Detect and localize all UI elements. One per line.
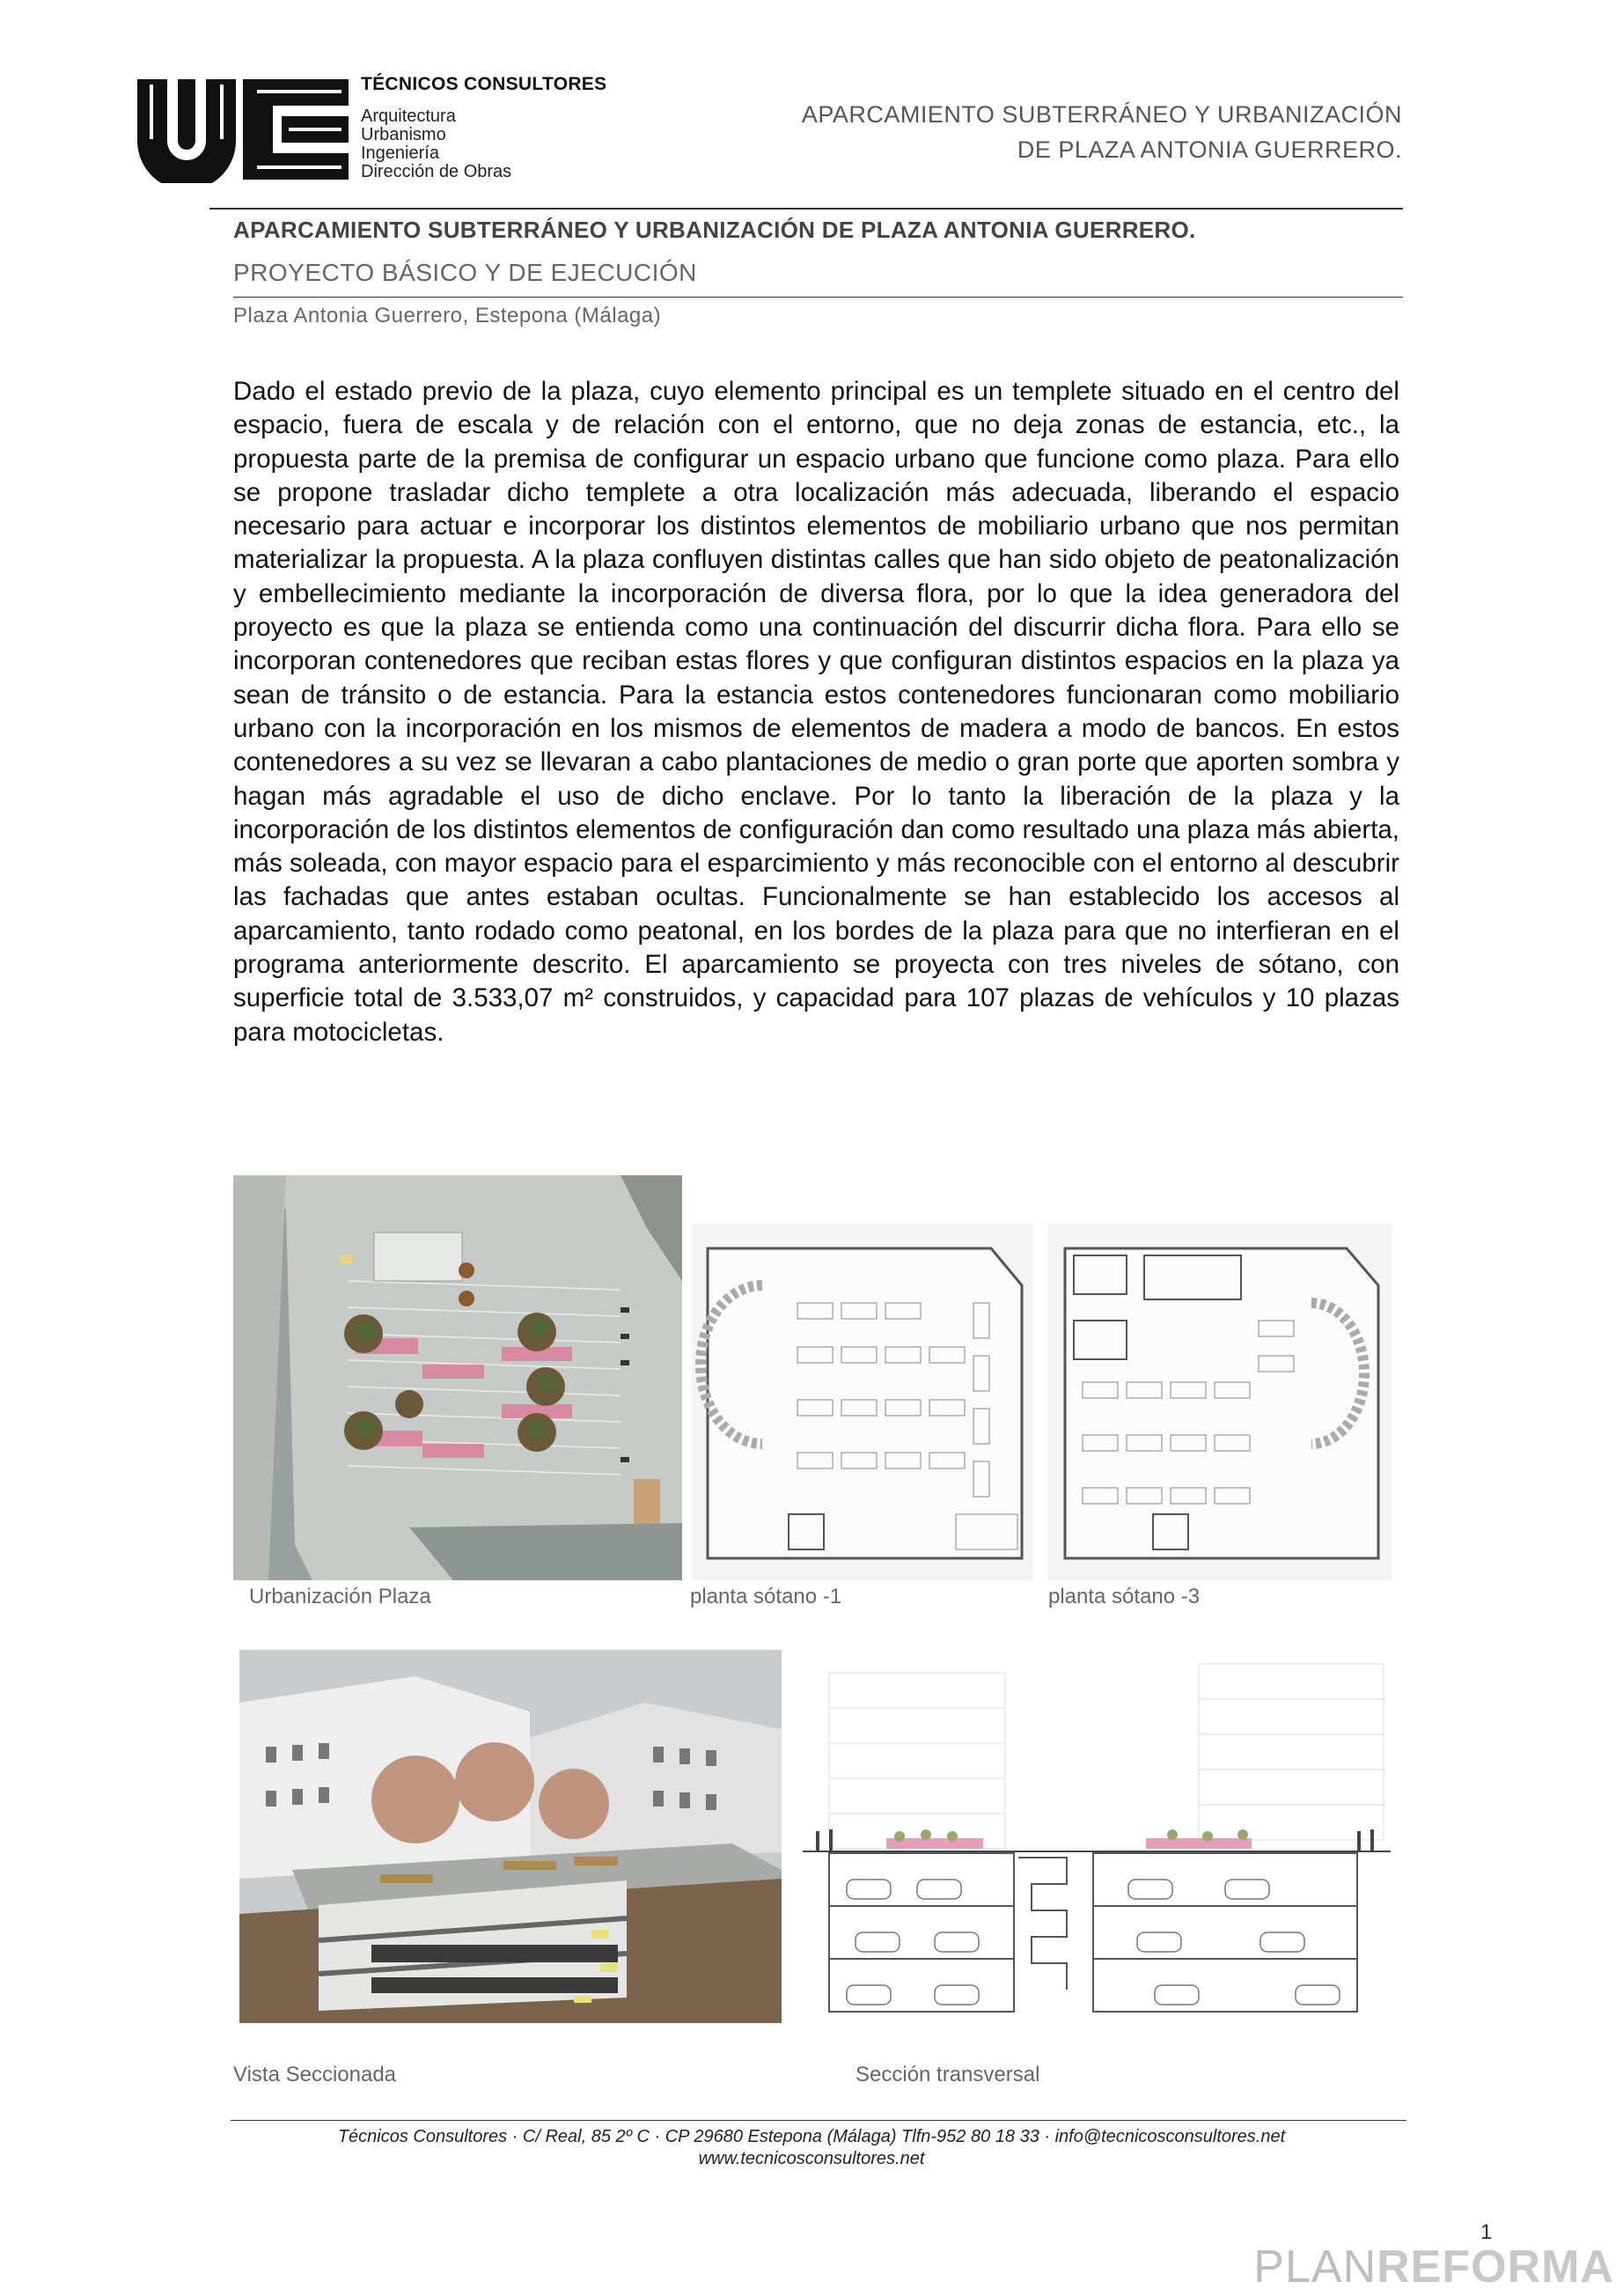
caption-basement-3: planta sótano -3 [1048,1585,1201,1608]
header-title-line1: APARCAMIENTO SUBTERRÁNEO Y URBANIZACIÓN [801,101,1402,128]
watermark-part2: REFORMA [1377,2241,1614,2292]
firm-name: TÉCNICOS CONSULTORES [361,74,607,94]
cross-section-image [803,1655,1391,2023]
header-project-title [802,97,1402,167]
service-architecture: Arquitectura [361,107,456,126]
header-rule [209,208,1403,210]
document-title: APARCAMIENTO SUBTERRÁNEO Y URBANIZACIÓN DE PLAZA ANTONIA GUERRERO. [233,217,1196,243]
service-urbanism: Urbanismo [361,125,446,144]
plaza-plan-image [233,1175,682,1580]
firm-services [361,107,511,181]
footer-contact: Técnicos Consultores · C/ Real, 85 2º C · CP 29680 Estepona (Málaga) Tlfn-952 80 18 33 · info@tecnicosconsultores.net [337,2127,1286,2146]
firm-logo-icon [134,76,352,183]
caption-basement-1: planta sótano -1 [690,1585,842,1608]
basement-level-3-plan-image [1047,1224,1392,1580]
service-engineering: Ingeniería [361,144,439,163]
document-location: Plaza Antonia Guerrero, Estepona (Málaga) [233,304,662,327]
caption-sectioned-view: Vista Seccionada [233,2063,397,2086]
caption-plaza-plan: Urbanización Plaza [249,1585,431,1608]
watermark-part1: PLAN [1253,2241,1377,2292]
title-rule [233,297,1403,298]
watermark-logo [1253,2241,1614,2293]
header-title-line2: DE PLAZA ANTONIA GUERRERO. [1017,136,1402,163]
project-description: Dado el estado previo de la plaza, cuyo elemento principal es un templete situado en el centro del espacio, fuera de escala y de relación con el entorno, que no deja zonas de estancia, etc., la propuesta parte de la premisa de configurar un espacio urbano que funcione como plaza. Para ello se propone trasladar dicho templete a otra localización más adecuada, liberando el espacio necesario para actuar e incorporar los distintos elementos de mobiliario urbano que nos permitan materializar la propuesta. A la plaza confluyen distintas calles que han sido objeto de peatonalización y embellecimiento mediante la incorporación de diversa flora, por lo que la idea generadora del proyecto es que la plaza se entienda como una continuación del discurrir dicha flora. Para ello se incorporan contenedores que reciban estas flores y que configuran distintos espacios en la plaza ya sean de tránsito o de estancia. Para la estancia estos contenedores funcionaran como mobiliario urbano con la incorporación en los mismos de elementos de madera a modo de bancos. En estos contenedores a su vez se llevaran a cabo plantaciones de medio o gran porte que aporten sombra y hagan más agradable el uso de dicho enclave. Por lo tanto la liberación de la plaza y la incorporación de los distintos elementos de configuración dan como resultado una plaza más abierta, más soleada, con mayor espacio para el esparcimiento y más reconocible con el entorno al descubrir las fachadas que antes estaban ocultas. Funcionalmente se han establecido los accesos al aparcamiento, tanto rodado como peatonal, en los bordes de la plaza para que no interfieran en el programa anteriormente descrito. El aparcamiento se proyecta con tres niveles de sótano, con superficie total de 3.533,07 m² construidos, y capacidad para 107 plazas de vehículos y 10 plazas para motocicletas. [233,377,1399,1047]
document-subtitle: PROYECTO BÁSICO Y DE EJECUCIÓN [233,259,697,286]
footer-rule [231,2120,1406,2121]
sectioned-view-image [239,1650,782,2023]
basement-level-1-plan-image [692,1224,1033,1580]
footer-website-link[interactable]: www.tecnicosconsultores.net [698,2149,925,2168]
page-number: 1 [1480,2220,1493,2244]
caption-cross-section: Sección transversal [856,2063,1040,2086]
service-site-direction: Dirección de Obras [361,162,512,181]
